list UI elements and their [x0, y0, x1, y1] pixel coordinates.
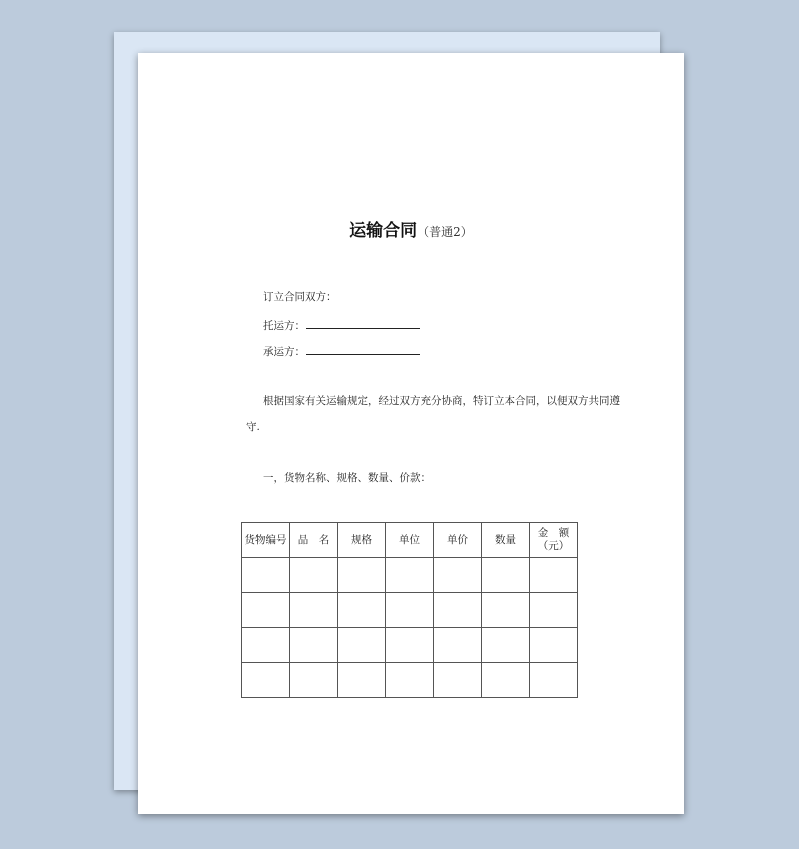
table-row — [242, 593, 578, 628]
header-quantity: 数量 — [482, 523, 530, 558]
table-cell — [386, 628, 434, 663]
header-specification: 规格 — [338, 523, 386, 558]
table-cell — [290, 663, 338, 698]
document-subtitle: （普通2） — [417, 225, 473, 239]
table-row — [242, 558, 578, 593]
table-cell — [338, 593, 386, 628]
table-cell — [482, 628, 530, 663]
preamble-line-2: 守. — [246, 421, 260, 433]
header-unit-price: 单价 — [434, 523, 482, 558]
table-cell — [242, 663, 290, 698]
table-cell — [242, 628, 290, 663]
table-cell — [338, 663, 386, 698]
table-cell — [434, 628, 482, 663]
parties-intro: 订立合同双方： — [263, 291, 337, 303]
carrier-label: 承运方： — [263, 346, 305, 358]
table-cell — [386, 558, 434, 593]
carrier-blank-field — [306, 342, 420, 355]
table-cell — [530, 663, 578, 698]
table-cell — [386, 593, 434, 628]
document-title: 运输合同 — [349, 221, 418, 241]
section-1-heading: 一，货物名称、规格、数量、价款： — [263, 472, 431, 484]
header-amount: 金 额 （元） — [530, 523, 578, 558]
table-cell — [386, 663, 434, 698]
table-cell — [482, 593, 530, 628]
table-cell — [242, 593, 290, 628]
table-cell — [290, 593, 338, 628]
table-cell — [530, 628, 578, 663]
table-cell — [290, 628, 338, 663]
shipper-line — [263, 316, 420, 333]
table-cell — [242, 558, 290, 593]
preamble-line-1: 根据国家有关运输规定，经过双方充分协商，特订立本合同，以便双方共同遵 — [263, 395, 620, 407]
shipper-label: 托运方： — [263, 320, 305, 332]
table-cell — [434, 558, 482, 593]
table-cell — [482, 663, 530, 698]
carrier-line — [263, 342, 420, 359]
document-title-row — [138, 219, 684, 243]
table-row — [242, 628, 578, 663]
goods-table — [241, 522, 578, 698]
table-header-row — [242, 523, 578, 558]
table-cell — [434, 593, 482, 628]
header-unit: 单位 — [386, 523, 434, 558]
document-page — [138, 53, 684, 814]
table-cell — [530, 593, 578, 628]
table-cell — [530, 558, 578, 593]
table-cell — [290, 558, 338, 593]
table-cell — [338, 628, 386, 663]
header-product-name: 品 名 — [290, 523, 338, 558]
table-cell — [434, 663, 482, 698]
table-row — [242, 663, 578, 698]
header-goods-number: 货物编号 — [242, 523, 290, 558]
shipper-blank-field — [306, 316, 420, 329]
table-cell — [482, 558, 530, 593]
table-cell — [338, 558, 386, 593]
